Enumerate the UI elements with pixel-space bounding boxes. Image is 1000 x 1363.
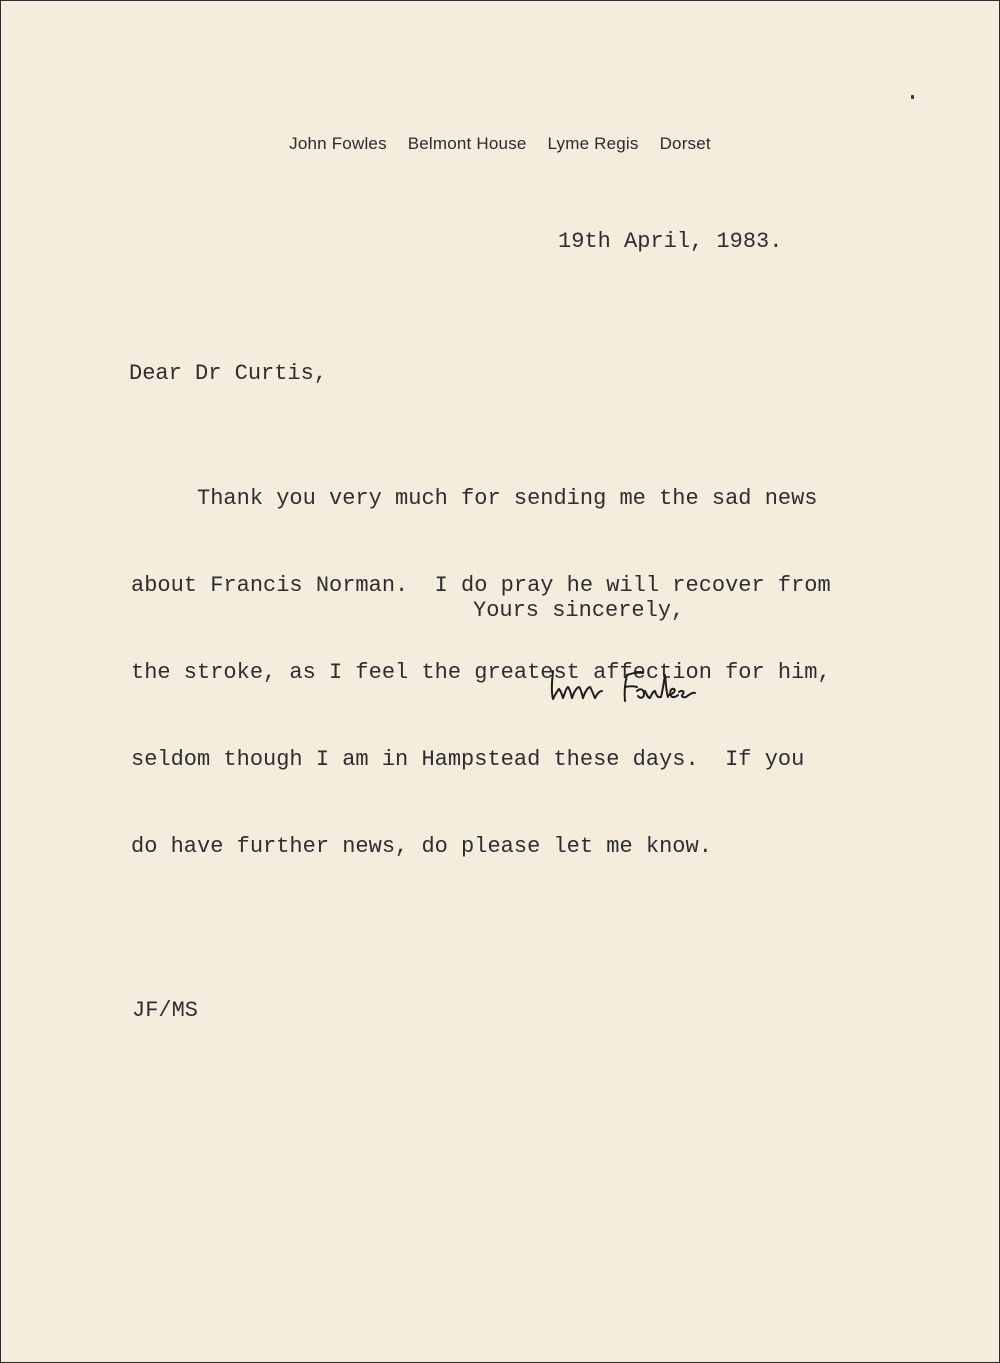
reference-initials: JF/MS	[132, 998, 199, 1023]
handwritten-signature	[545, 661, 745, 711]
body-line: do have further news, do please let me know.	[131, 834, 712, 859]
ink-speck	[911, 95, 914, 99]
body-line: the stroke, as I feel the greatest affection for him,	[131, 660, 831, 685]
letterhead	[1, 134, 999, 154]
salutation: Dear Dr Curtis,	[129, 361, 328, 386]
letterhead-house: Belmont House	[407, 134, 527, 153]
body-line: about Francis Norman. I do pray he will recover from	[131, 573, 831, 598]
letter-date: 19th April, 1983.	[558, 229, 783, 254]
letterhead-town: Lyme Regis	[547, 134, 639, 153]
letterhead-county: Dorset	[659, 134, 711, 153]
body-line: seldom though I am in Hampstead these days. If you	[131, 747, 805, 772]
body-line: Thank you very much for sending me the sad news	[131, 486, 818, 511]
closing: Yours sincerely,	[473, 598, 685, 623]
letterhead-name: John Fowles	[289, 134, 387, 153]
